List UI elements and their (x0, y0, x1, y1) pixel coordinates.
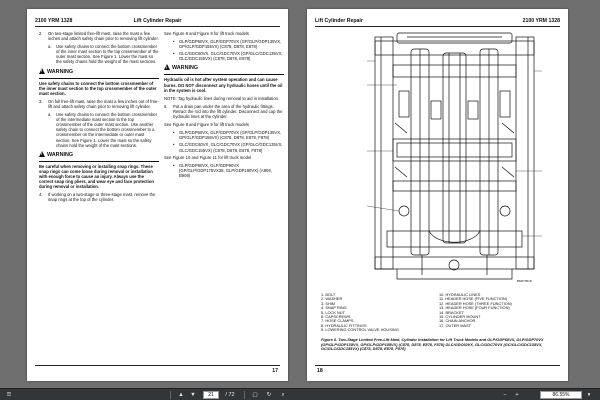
pdf-page-17 (27, 9, 288, 381)
step-4: 4. If working on a two-stage or three-stage mast, remove the snap rings at the top of the cylinder. (39, 192, 156, 203)
step-2a: a. Use safety chains to connect the bottom crossmember of the inner mast section to the top crossmember of the outer mast section. See Figure 1. Lower the mast so the safety chains hold the weight of the mast sections. (48, 44, 159, 65)
header-rule (315, 26, 560, 27)
zoom-level[interactable]: 86.55% (540, 391, 582, 399)
legend-item: 15. CYLINDER MOUNT (439, 314, 481, 320)
left-column (39, 31, 159, 205)
legend-item: 8. HYDRAULIC FITTINGS (321, 322, 367, 328)
doc-id: 2100 YRM 1328 (35, 18, 73, 24)
legend-item: 3. SHIM (321, 300, 336, 306)
note: NOTE: Tag hydraulic lines during removal to aid in installation. (164, 95, 280, 101)
legend-item: 1. BOLT (321, 292, 336, 297)
fit-page-icon[interactable]: ▢ (252, 392, 258, 398)
sidebar-icon[interactable]: ☰ (6, 392, 12, 398)
zoom-out-icon[interactable]: − (503, 392, 507, 398)
pdf-page-18 (307, 9, 568, 381)
model-bullet: • GLP/GDP60VX, GLP/GDP70VX (GP/GLP/GDP135VX, GP/GLP/GDP155VX) (C878, D878, E878, F878) (173, 130, 284, 140)
pdf-toolbar (0, 388, 600, 400)
model-bullet: • GLP/GDP80VX, GLP/GDP90VX (GP/GLP/GDP175VX38, GLP/GDP190VX) (A909, B909) (173, 163, 284, 178)
warning-box: !WARNING Use safety chains to connect the bottom crossmember of the inner mast section to the top crossmember of the outer mast section. (39, 68, 159, 96)
page-number-input[interactable]: 21 (203, 391, 219, 399)
legend-item: 11. HEADER HOSE (FIVE FUNCTION) (439, 296, 508, 302)
model-bullet: • GLC/GDC60VX, GLC/GDC70VX (GP/GLC/GDC135VX, GLC/GDC155VX) (C878, D878, E878) (173, 51, 284, 61)
warning-box: !WARNING Be careful when removing or installing snap rings. These snap rings can come loose during removal or installation with enough force to cause an injury. Always use the correct snap ring pliers, and wear eye and face protection during removal or installation. (39, 151, 159, 189)
legend-item: 2. WASHER (321, 296, 343, 302)
legend-item: 16. CHAIN ANCHOR (439, 318, 476, 324)
legend-item: 14. BRACKET (439, 309, 464, 315)
chevron-down-icon[interactable]: ▾ (587, 392, 591, 398)
section-title: Lift Cylinder Repair (133, 18, 182, 24)
model-bullet: • GLP/GDP60VX, GLP/GDP70VX (GP/GLP/GDP135VX, GP/GLP/GDP155VX) (C878, D878, E878) (173, 39, 284, 49)
step-3a: a. Use safety chains to connect the bottom crossmember of the intermediate mast section to the top crossmember of the outer mast section. Use another safety chain to connect the bottom crossmember to a crossmember on the intermediate or outer mast section. See Figure 1. Lower the mast so the safety chains hold the weight of the mast sections. (48, 112, 158, 148)
page-number: 18 (317, 368, 323, 374)
page-number: 17 (272, 368, 278, 374)
legend-item: 9. LOWERING CONTROL VALVE HOUSING (321, 327, 399, 333)
step-5: 5. Put a drain pan under the area of the hydraulic fittings. Retract the rod into the lift cylinder. Disconnect and cap the hydraulic lines at the cylinder. (164, 103, 283, 120)
right-column: See Figure 8 and Figure 9 for lift truck models • GLP/GDP60VX, GLP/GDP70VX (GP/GLP/GDP135VX, GP/GLP/GDP155VX) (C878, D878, E878) • GLC/GDC60VX, GLC/GDC70VX (GP/GLC/GDC135VX, GLC/GDC155VX) (C878, D878, E878) !WARNING Hydraulic oil is hot after system operation and can cause burns. DO NOT disconnect any hydraulic hoses until the oil in the system is cool. NOTE: Tag hydraulic lines during removal to aid in installation. 5. Put a drain pan under the area of the hydraulic fittings. Retract the rod into the lift cylinder. Disconnect and cap the hydraulic lines at the cylinder. See Figure 8 and Figure 9 for lift truck models • GLP/GDP60VX, GLP/GDP70VX (GP/GLP/GDP135VX, GP/GLP/GDP155VX) (C878, D878, E878, F878) • GLC/GDC60VX, GLC/GDC70VX (GP/GLC/GDC135VX, GLC/GDC155VX) (C878, D878, E878, F878) See Figure 10 and Figure 11 for lift truck model • GLP/GDP80VX, GLP/GDP90VX (GP/GLP/GDP175VX38, GLP/GDP190VX) (A909, B909) (164, 31, 284, 180)
step-2: 2. On two-stage limited free-lift mast, raise the mast a few inches and attach safety chain prior to removing lift cylinder. (39, 31, 159, 42)
warning-icon (39, 151, 45, 157)
legend-item: 13. HEADER HOSE (FOUR FUNCTION) (439, 305, 510, 311)
legend-column-left (321, 293, 399, 333)
step-3: 3. On full free-lift mast, raise the mast a few inches out of free-lift and attach safety chain prior to removing lift cylinder. (39, 98, 159, 109)
mast-cylinder-diagram (367, 31, 542, 284)
warning-icon (39, 68, 45, 74)
footer-rule (35, 365, 280, 366)
legend-item: 10. HYDRAULIC LINES (439, 292, 481, 297)
section-title: Lift Cylinder Repair (315, 18, 363, 24)
page-total: / 72 (225, 392, 235, 398)
footer-rule (315, 365, 560, 366)
header-rule (35, 26, 280, 27)
legend-item: 12. HEADER HOSE (THREE FUNCTION) (439, 300, 512, 306)
doc-id: 2100 YRM 1328 (522, 18, 560, 24)
legend-item: 4. SNAP RING (321, 305, 347, 311)
exploded-view-drawing (367, 31, 542, 284)
zoom-in-icon[interactable]: + (515, 392, 519, 398)
rotate-icon[interactable]: ↻ (266, 392, 272, 398)
model-bullet: • GLC/GDC60VX, GLC/GDC70VX (GP/GLC/GDC135VX, GLC/GDC155VX) (C878, D878, E878, F878) (173, 142, 284, 152)
figure-caption: Figure 8. Two-Stage Limited Free-Lift Mast, Cylinder Installation for Lift Truck Models and GLP/GDP60VX, GLP/GDP70VX (GP/GLP/GDP135VX, GP/GLP/GDP155VX) (C878, D878, E878, F878) GLC/GDC60VX, GLC/GDC70VX (GC/GLC/GDC135VX, GC/GLC/GDC155VX) (C878, D878, E878, F878) (321, 337, 544, 352)
legend-item: 5. LOCK NUT (321, 309, 345, 315)
search-icon[interactable]: ⌕ (281, 392, 285, 398)
warning-icon (164, 64, 170, 70)
legend-item: 6. CAPSCREWS (321, 314, 351, 320)
figure-id: BM070518 (517, 279, 532, 283)
legend-column-right (439, 293, 512, 328)
legend-item: 7. HOSE CLAMPS (321, 318, 354, 324)
legend-item: 17. OUTER MAST (439, 322, 471, 328)
scroll-down-icon[interactable]: ▼ (190, 392, 196, 398)
scroll-up-icon[interactable]: ▲ (178, 392, 184, 398)
warning-box: !WARNING Hydraulic oil is hot after system operation and can cause burns. DO NOT disconnect any hydraulic hoses until the oil in the system is cool. (164, 64, 284, 92)
